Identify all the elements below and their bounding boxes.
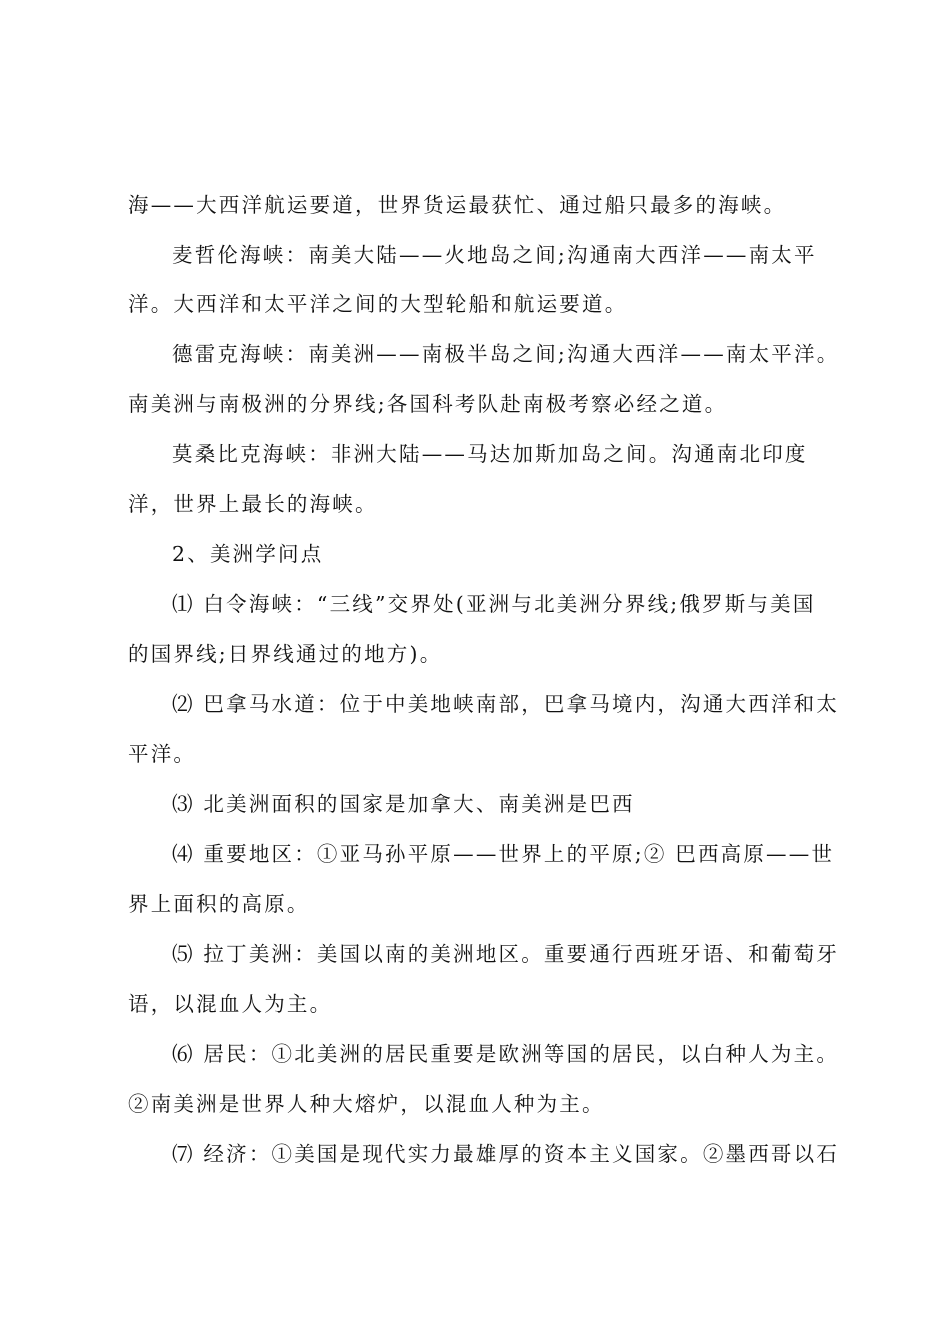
- text-line: 平洋。: [128, 742, 197, 766]
- paragraph-drake-passage: 德雷克海峡：南美洲——南极半岛之间;沟通大西洋——南太平洋。: [172, 342, 840, 366]
- list-item-7: ⑺ 经济：①美国是现代实力最雄厚的资本主义国家。②墨西哥以石: [172, 1142, 840, 1166]
- paragraph-magellan-strait: 麦哲伦海峡：南美大陆——火地岛之间;沟通南大西洋——南太平: [172, 243, 817, 267]
- list-item-6: ⑹ 居民：①北美洲的居民重要是欧洲等国的居民，以白种人为主。: [172, 1042, 840, 1066]
- list-item-3: ⑶ 北美洲面积的国家是加拿大、南美洲是巴西: [172, 792, 635, 816]
- text-line: 南美洲与南极洲的分界线;各国科考队赴南极考察必经之道。: [128, 392, 728, 416]
- list-item-4: ⑷ 重要地区：①亚马孙平原——世界上的平原;② 巴西高原——世: [172, 842, 835, 866]
- text-line: ②南美洲是世界人种大熔炉，以混血人种为主。: [128, 1092, 605, 1116]
- paragraph-mozambique-channel: 莫桑比克海峡：非洲大陆——马达加斯加岛之间。沟通南北印度: [172, 442, 808, 466]
- text-line: 界上面积的高原。: [128, 892, 310, 916]
- text-line: 语，以混血人为主。: [128, 992, 333, 1016]
- section-heading: 2、美洲学问点: [172, 542, 324, 566]
- text-line: 的国界线;日界线通过的地方)。: [128, 642, 443, 666]
- text-line: 洋。大西洋和太平洋之间的大型轮船和航运要道。: [128, 292, 628, 316]
- text-line: 海——大西洋航运要道，世界货运最获忙、通过船只最多的海峡。: [128, 193, 787, 217]
- text-line: 洋，世界上最长的海峡。: [128, 492, 378, 516]
- list-item-2: ⑵ 巴拿马水道：位于中美地峡南部，巴拿马境内，沟通大西洋和太: [172, 692, 840, 716]
- list-item-1: ⑴ 白令海峡：“三线”交界处(亚洲与北美洲分界线;俄罗斯与美国: [172, 592, 816, 616]
- list-item-5: ⑸ 拉丁美洲：美国以南的美洲地区。重要通行西班牙语、和葡萄牙: [172, 942, 840, 966]
